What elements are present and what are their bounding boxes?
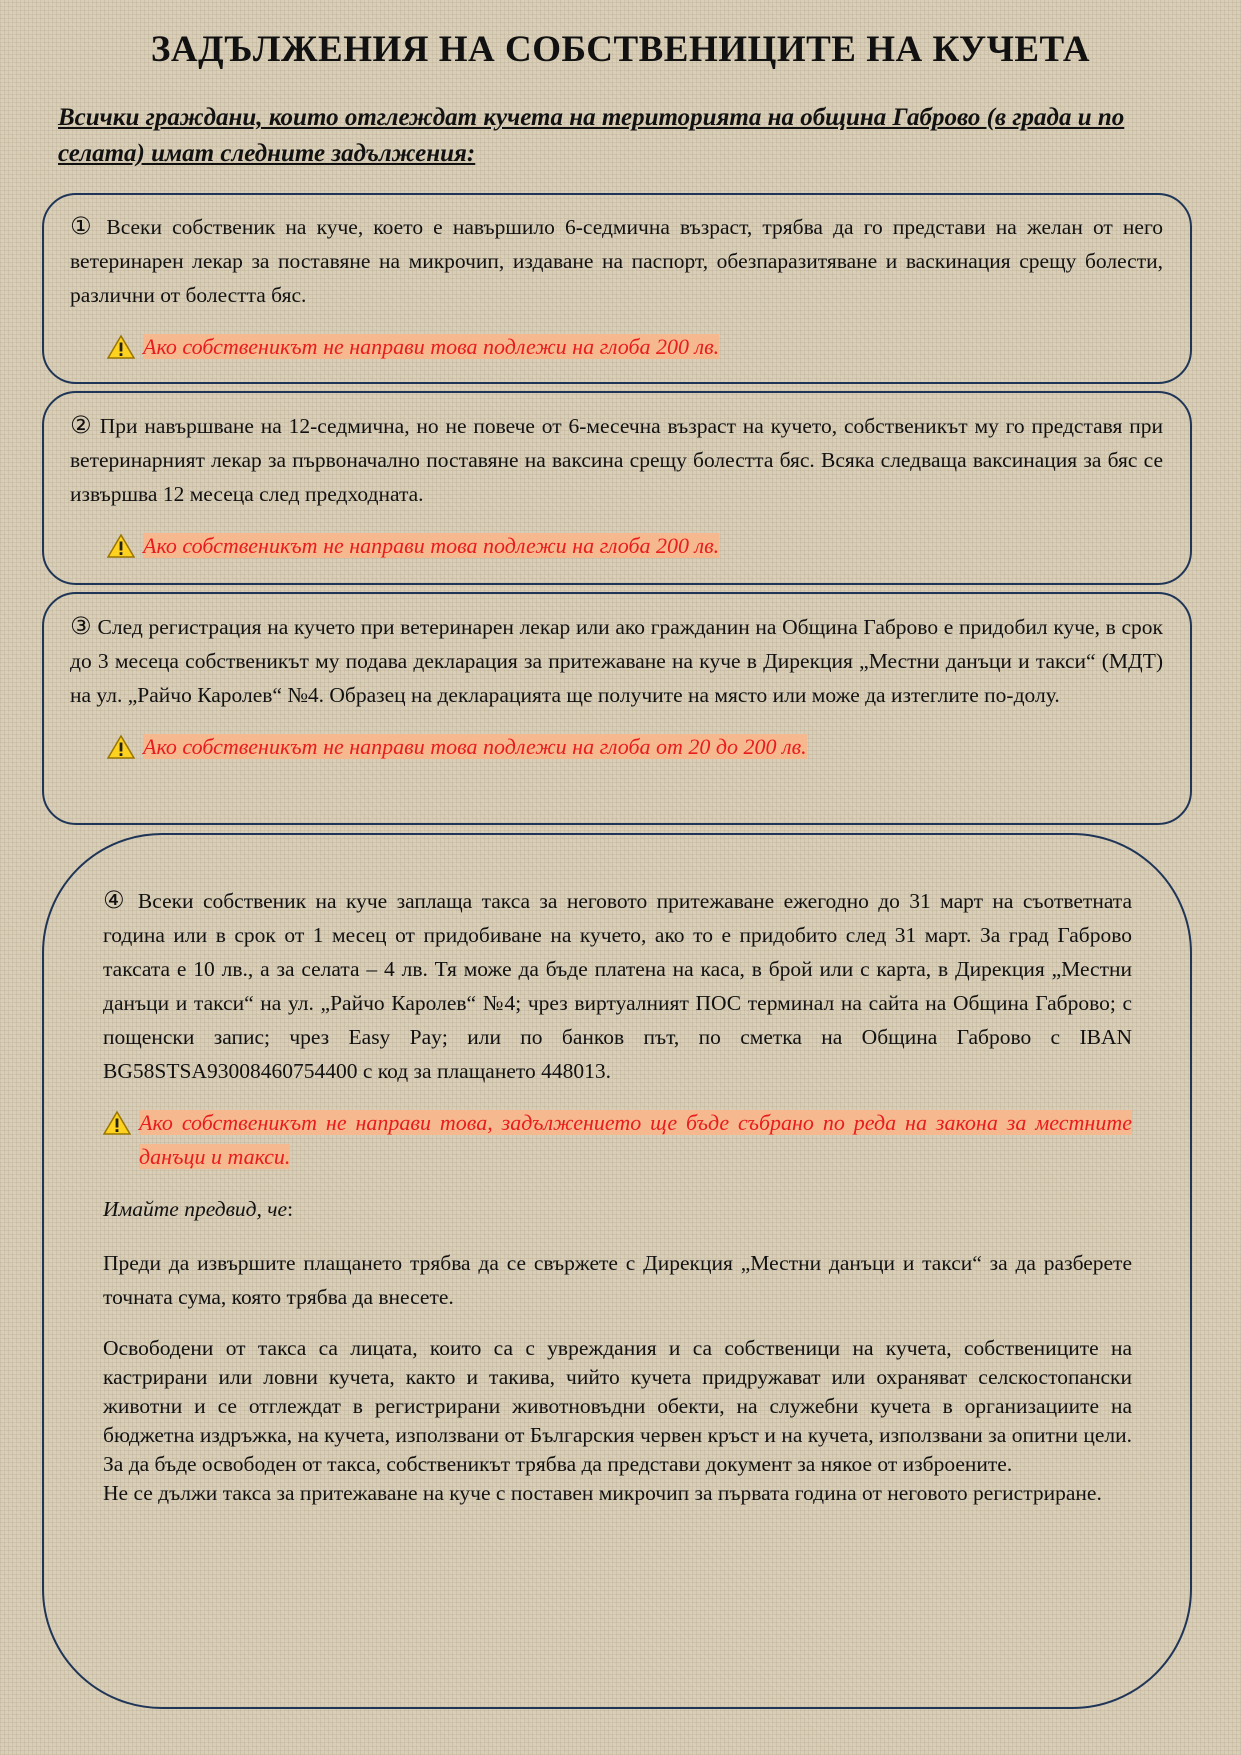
- section-3-text: [70, 609, 1163, 712]
- circled-number-2: ②: [70, 411, 93, 439]
- circled-number-1: ①: [70, 212, 97, 240]
- warning-triangle-icon: [107, 335, 135, 359]
- section-1-warning: [107, 330, 1163, 364]
- warning-triangle-icon: [107, 534, 135, 558]
- section-2-box: [42, 391, 1192, 585]
- warning-triangle-icon: [107, 735, 135, 759]
- section-3-body: След регистрация на кучето при ветеринарен лекар или ако гражданин на Община Габрово е придобил куче, в срок до 3 месеца собственикът му подава декларация за притежаване на куче в Дирекция „Местни данъци и такси“ (МДТ) на ул. „Райчо Каролев“ №4. Образец на декларацията ще получите на място или може да изтеглите по-долу.: [70, 615, 1164, 707]
- page-title: ЗАДЪЛЖЕНИЯ НА СОБСТВЕНИЦИТЕ НА КУЧЕТА: [150, 29, 1091, 70]
- section-2-text: [70, 408, 1163, 511]
- section-1-box: [42, 193, 1192, 384]
- section-4-warning: [103, 1106, 1132, 1174]
- note-label: Имайте предвид, че:: [103, 1197, 294, 1221]
- circled-number-4: ④: [103, 886, 129, 914]
- section-2-body: При навършване на 12-седмична, но не повече от 6-месечна възраст на кучето, собственикът му го представя при ветеринарният лекар за първоначално поставяне на ваксина срещу болестта бяс. Всяка следваща ваксинация за бяс се извършва 12 месеца след предходната.: [70, 414, 1163, 506]
- section-4-text: [103, 883, 1132, 1088]
- section-3-warning: [107, 730, 1163, 764]
- section-1-text: [70, 209, 1163, 312]
- note-paragraph-exemptions: Освободени от такса са лицата, които са с увреждания и са собственици на кучета, собствениците на кастрирани или ловни кучета, както и такива, чийто кучета придружават или охраняват селскостопански животни и се отглеждат в регистрирани животновъдни обекти, на служебни кучета в организациите на бюджетна издръжка, на кучета, използвани от Българския червен кръст и на кучета, използвани за опитни цели. За да бъде освободен от такса, собственикът трябва да представи документ за някое от изброените.: [103, 1336, 1132, 1476]
- section-3-box: [42, 592, 1192, 825]
- section-4-warning-text: Ако собственикът не направи това, задължението ще бъде събрано по реда на закона за местните данъци и такси.: [139, 1110, 1132, 1169]
- section-2-warning-text: Ако собственикът не направи това подлежи на глоба 200 лв.: [143, 533, 720, 558]
- note-paragraph-microchip: Не се дължи такса за притежаване на куче с поставен микрочип за първата година от неговото регистриране.: [103, 1481, 1102, 1505]
- section-1-warning-text: Ако собственикът не направи това подлежи на глоба 200 лв.: [143, 334, 720, 359]
- circled-number-3: ③: [70, 612, 92, 640]
- section-1-body: Всеки собственик на куче, което е навършило 6-седмична възраст, трябва да го представи на желан от него ветеринарен лекар за поставяне на микрочип, издаване на паспорт, обезпаразитяване и васкинация срещу болести, различни от болестта бяс.: [70, 215, 1163, 307]
- warning-triangle-icon: [103, 1111, 131, 1135]
- subtitle: Всички граждани, които отглеждат кучета на територията на община Габрово (в града и по селата) имат следните задължения:: [58, 104, 1125, 167]
- section-4-box: [42, 833, 1192, 1709]
- section-4-body: Всеки собственик на куче заплаща такса за неговото притежаване ежегодно до 31 март на съответната година или в срок от 1 месец от придобиване на кучето, ако то е придобито след 31 март. За град Габрово таксата е 10 лв., а за селата – 4 лв. Тя може да бъде платена на каса, в брой или с карта, в Дирекция „Местни данъци и такси“ на ул. „Райчо Каролев“ №4; чрез виртуалният ПОС терминал на сайта на Община Габрово; с пощенски запис; чрез Easy Pay; или по банков път, по сметка на Община Габрово с IBAN BG58STSA93008460754400 с код за плащането 448013.: [103, 889, 1133, 1083]
- section-2-warning: [107, 529, 1163, 563]
- note-paragraph-contact: Преди да извършите плащането трябва да се свържете с Дирекция „Местни данъци и такси“ за да разберете точната сума, която трябва да внесете.: [103, 1251, 1132, 1309]
- section-3-warning-text: Ако собственикът не направи това подлежи на глоба от 20 до 200 лв.: [143, 734, 807, 759]
